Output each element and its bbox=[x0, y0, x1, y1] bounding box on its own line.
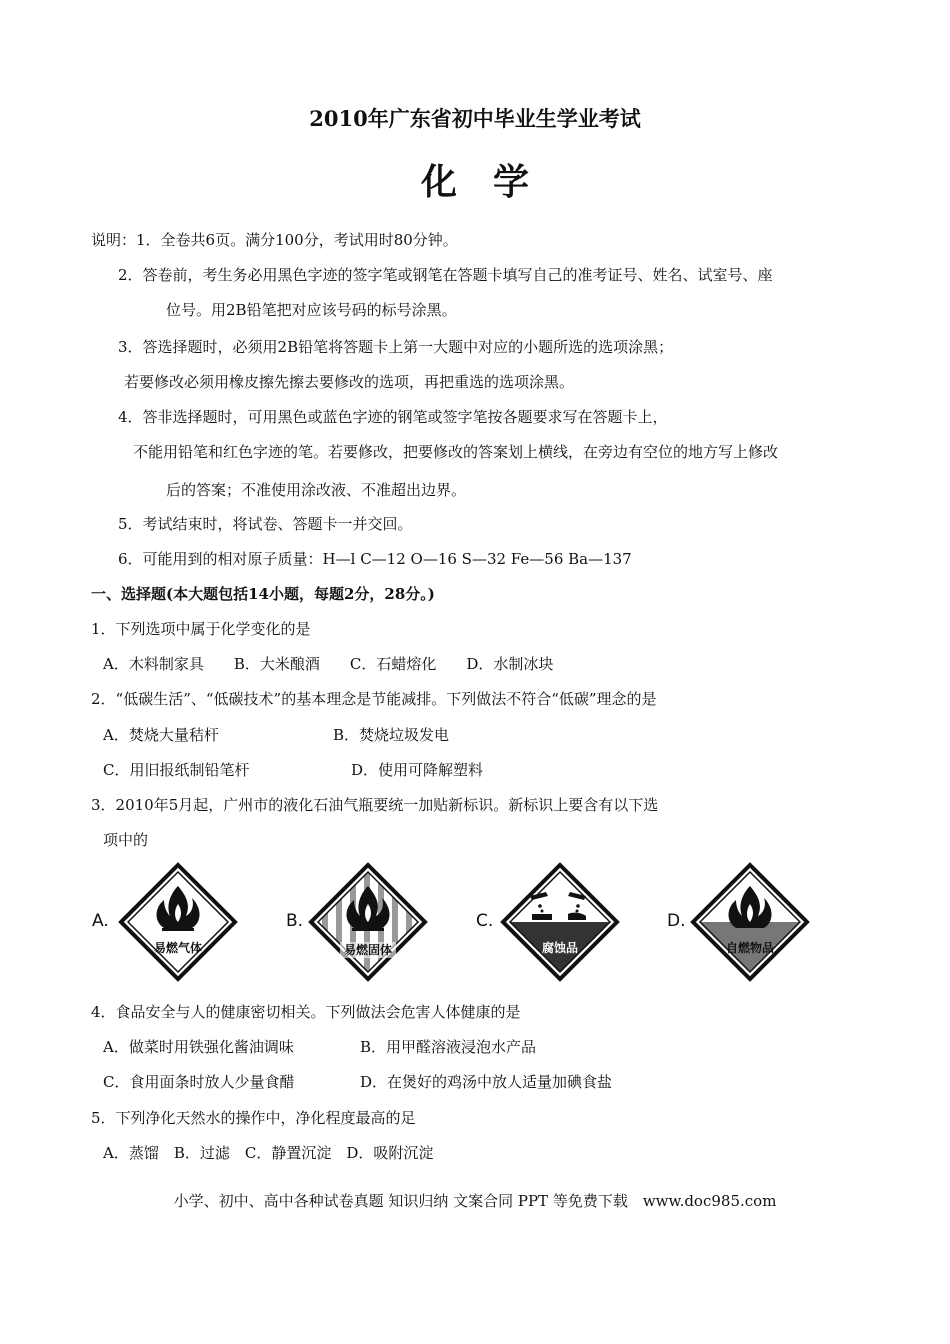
question-2-option-d: D．使用可降解塑料 bbox=[351, 761, 484, 779]
instruction-line-4b: 不能用铅笔和红色字迹的笔。若要修改，把要修改的答案划上横线，在旁边有空位的地方写上修改 bbox=[133, 443, 779, 461]
question-2-option-a: A．焚烧大量秸杆 bbox=[103, 726, 219, 744]
question-5-stem: 5．下列净化天然水的操作中，净化程度最高的足 bbox=[91, 1109, 416, 1127]
question-2-stem: 2．“低碳生活”、“低碳技术”的基本理念是节能减排。下列做法不符合“低碳”理念的是 bbox=[91, 690, 657, 708]
sign-b-letter: B. bbox=[286, 911, 304, 931]
subject-title: 化 学 bbox=[420, 161, 529, 203]
sign-c-label: 腐蚀品 bbox=[541, 941, 579, 955]
instruction-line-4: 4．答非选择题时，可用黑色或蓝色字迹的钢笔或签字笔按各题要求写在答题卡上， bbox=[118, 408, 668, 426]
sign-c-letter: C. bbox=[476, 911, 494, 931]
question-3-stem-cont: 项中的 bbox=[103, 831, 149, 849]
sign-d-label: 自燃物品 bbox=[725, 941, 775, 955]
question-4-option-c: C．食用面条时放人少量食醋 bbox=[103, 1073, 295, 1091]
instruction-line-6: 6．可能用到的相对原子质量：H—l C—12 O—16 S—32 Fe—56 Ba—137 bbox=[118, 550, 632, 568]
instruction-line-3b: 若要修改必须用橡皮擦先擦去要修改的选项，再把重选的选项涂黑。 bbox=[124, 373, 575, 391]
question-4-option-d: D．在煲好的鸡汤中放人适量加碘食盐 bbox=[360, 1073, 613, 1091]
exam-title: 2010年广东省初中毕业生学业考试 bbox=[309, 106, 641, 131]
question-4-option-b: B．用甲醛溶液浸泡水产品 bbox=[360, 1038, 537, 1056]
question-5-options: A．蒸馏 B．过滤 C．静置沉淀 D．吸附沉淀 bbox=[103, 1144, 434, 1162]
question-1-options: A．木料制家具 B．大米酿酒 C．石蜡熔化 D．水制冰块 bbox=[103, 655, 554, 673]
instruction-line-5: 5．考试结束时，将试卷、答题卡一并交回。 bbox=[118, 515, 413, 533]
sign-a-label: 易燃气体 bbox=[153, 941, 203, 955]
instruction-line-2b: 位号。用2B铅笔把对应该号码的标号涂黑。 bbox=[166, 301, 457, 319]
sign-b-label: 易燃固体 bbox=[343, 943, 393, 957]
question-2-option-b: B．焚烧垃圾发电 bbox=[333, 726, 450, 744]
section-heading: 一、选择题(本大题包括14小题，每题2分，28分。) bbox=[91, 585, 435, 603]
instruction-line-4c: 后的答案；不准使用涂改液、不准超出边界。 bbox=[166, 481, 467, 499]
question-4-option-a: A．做菜时用铁强化酱油调味 bbox=[103, 1038, 294, 1056]
question-1-stem: 1．下列选项中属于化学变化的是 bbox=[91, 620, 311, 638]
instruction-line-2: 2．答卷前，考生务必用黑色字迹的签字笔或钢笔在答题卡填写自己的准考证号、姓名、试室号、座 bbox=[118, 266, 773, 284]
instruction-line-1: 说明：1．全卷共6页。满分100分，考试用时80分钟。 bbox=[91, 231, 458, 249]
page-footer: 小学、初中、高中各种试卷真题 知识归纳 文案合同 PPT 等免费下载 www.doc985.com bbox=[173, 1192, 777, 1210]
sign-b-flammable-solid bbox=[308, 862, 428, 982]
instruction-line-3: 3．答选择题时，必须用2B铅笔将答题卡上第一大题中对应的小题所选的选项涂黑； bbox=[118, 338, 674, 356]
question-2-option-c: C．用旧报纸制铅笔杆 bbox=[103, 761, 250, 779]
sign-d-letter: D. bbox=[667, 911, 686, 931]
sign-c-corrosive bbox=[500, 862, 620, 982]
sign-a-letter: A. bbox=[92, 911, 109, 931]
question-3-stem: 3．2010年5月起，广州市的液化石油气瓶要统一加贴新标识。新标识上要含有以下选 bbox=[91, 796, 659, 814]
question-4-stem: 4．食品安全与人的健康密切相关。下列做法会危害人体健康的是 bbox=[91, 1003, 521, 1021]
sign-a-flammable-gas bbox=[118, 862, 238, 982]
sign-d-spontaneously-combustible bbox=[690, 862, 810, 982]
